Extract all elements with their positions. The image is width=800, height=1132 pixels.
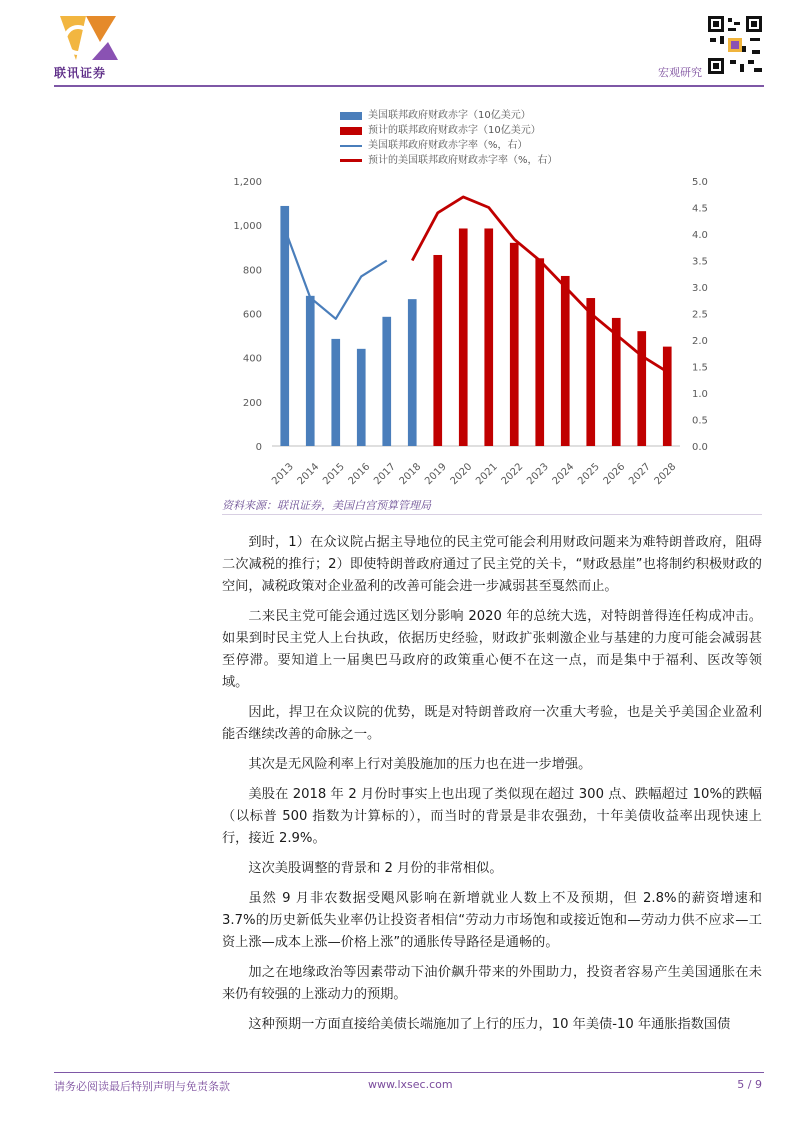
bar bbox=[510, 243, 519, 446]
x-tick-label: 2013 bbox=[270, 461, 296, 488]
footer-divider bbox=[54, 1072, 764, 1073]
qr-code-icon bbox=[706, 14, 764, 76]
legend-item bbox=[340, 153, 558, 168]
y-right-tick-label: 3.5 bbox=[692, 256, 708, 268]
bar bbox=[280, 206, 289, 446]
series-line bbox=[285, 229, 387, 319]
y-left-tick-label: 600 bbox=[242, 309, 262, 321]
y-left-tick-label: 400 bbox=[242, 353, 262, 365]
x-tick-label: 2017 bbox=[372, 461, 398, 488]
legend-swatch bbox=[340, 145, 362, 147]
bar bbox=[637, 331, 646, 446]
x-tick-label: 2014 bbox=[295, 461, 322, 488]
y-left-tick-label: 1,000 bbox=[233, 221, 262, 233]
paragraph: 美股在 2018 年 2 月份时事实上也出现了类似现在超过 300 点、跌幅超过 10%的跌幅（以标普 500 指数为计算标的），而当时的背景是非农强劲，十年美债收益率出现快速上行，接近 2.9%。 bbox=[222, 787, 762, 846]
y-right-tick-label: 4.5 bbox=[692, 203, 708, 215]
x-tick-label: 2024 bbox=[550, 461, 577, 488]
x-tick-label: 2027 bbox=[627, 461, 653, 488]
paragraph: 虽然 9 月非农数据受飓风影响在新增就业人数上不及预期，但 2.8%的薪资增速和 3.7%的历史新低失业率仍让投资者相信“劳动力市场饱和或接近饱和—劳动力供不应求—工资上涨—成本上涨—价格上涨”的通胀传导路径是通畅的。 bbox=[222, 891, 762, 950]
y-right-tick-label: 0.0 bbox=[692, 442, 708, 453]
article-body bbox=[222, 532, 762, 1044]
y-right-tick-label: 0.5 bbox=[692, 415, 708, 427]
logo-icon bbox=[56, 12, 120, 64]
y-right-tick-label: 1.5 bbox=[692, 362, 708, 374]
footer-website[interactable]: www.lxsec.com bbox=[368, 1078, 453, 1091]
page-number: 5 / 9 bbox=[737, 1078, 762, 1091]
y-left-tick-label: 0 bbox=[255, 442, 262, 453]
paragraph: 到时，1）在众议院占据主导地位的民主党可能会利用财政问题来为难特朗普政府，阻碍二次减税的推行；2）即使特朗普政府通过了民主党的关卡，“财政悬崖”也将制约积极财政的空间，减税政策对企业盈利的改善可能会进一步减弱甚至戛然而止。 bbox=[222, 535, 762, 594]
qr-code bbox=[706, 14, 764, 80]
y-left-tick-label: 1,200 bbox=[233, 177, 262, 188]
bar bbox=[433, 255, 442, 446]
bar bbox=[586, 298, 595, 446]
bar bbox=[484, 228, 493, 446]
x-tick-label: 2026 bbox=[601, 461, 628, 488]
header-divider bbox=[54, 85, 764, 87]
legend-item bbox=[340, 138, 558, 153]
x-tick-label: 2016 bbox=[346, 461, 373, 488]
legend-label: 美国联邦政府财政赤字率（%，右） bbox=[368, 140, 528, 151]
x-tick-label: 2015 bbox=[321, 461, 347, 488]
paragraph: 二来民主党可能会通过选区划分影响 2020 年的总统大选，对特朗普得连任构成冲击。如果到时民主党人上台执政，依据历史经验，财政扩张刺激企业与基建的力度可能会减弱甚至停滞。要知道上一届奥巴马政府的政策重心便不在这一点，而是集中于福利、医改等领域。 bbox=[222, 609, 762, 690]
paragraph: 这种预期一方面直接给美债长端施加了上行的压力，10 年美债-10 年通胀指数国债 bbox=[248, 1017, 731, 1032]
bar bbox=[357, 349, 366, 446]
company-logo bbox=[56, 12, 120, 68]
legend-swatch bbox=[340, 159, 362, 162]
legend-label: 美国联邦政府财政赤字（10亿美元） bbox=[368, 110, 531, 121]
x-tick-label: 2020 bbox=[448, 461, 475, 488]
source-divider bbox=[222, 514, 762, 515]
chart-source: 资料来源：联讯证券，美国白宫预算管理局 bbox=[222, 499, 431, 512]
legend-swatch bbox=[340, 127, 362, 135]
section-label: 宏观研究 bbox=[658, 66, 702, 79]
x-tick-label: 2018 bbox=[397, 461, 424, 488]
bar bbox=[408, 299, 417, 446]
company-name: 联讯证券 bbox=[54, 66, 107, 80]
chart-legend bbox=[340, 108, 558, 168]
footer-disclaimer[interactable]: 请务必阅读最后特别声明与免责条款 bbox=[54, 1080, 230, 1093]
bar bbox=[382, 317, 391, 446]
paragraph: 因此，捍卫在众议院的优势，既是对特朗普政府一次重大考验，也是关乎美国企业盈利能否继续改善的命脉之一。 bbox=[222, 705, 762, 742]
y-right-tick-label: 3.0 bbox=[692, 283, 708, 294]
y-left-tick-label: 200 bbox=[242, 397, 262, 409]
bar bbox=[663, 347, 672, 446]
x-tick-label: 2028 bbox=[652, 461, 679, 488]
paragraph: 其次是无风险利率上行对美股施加的压力也在进一步增强。 bbox=[248, 757, 592, 772]
legend-label: 预计的美国联邦政府财政赤字率（%，右） bbox=[368, 155, 558, 166]
y-right-tick-label: 1.0 bbox=[692, 389, 708, 400]
y-right-tick-label: 4.0 bbox=[692, 230, 708, 241]
bar bbox=[561, 276, 570, 446]
bar bbox=[459, 228, 468, 446]
x-tick-label: 2025 bbox=[576, 461, 602, 488]
legend-item bbox=[340, 108, 558, 123]
paragraph: 这次美股调整的背景和 2 月份的非常相似。 bbox=[248, 861, 503, 876]
y-right-tick-label: 2.0 bbox=[692, 336, 708, 347]
legend-item bbox=[340, 123, 558, 138]
deficit-chart bbox=[220, 170, 720, 495]
x-tick-label: 2023 bbox=[525, 461, 551, 488]
bar bbox=[331, 339, 340, 446]
x-tick-label: 2021 bbox=[474, 461, 500, 488]
y-right-tick-label: 5.0 bbox=[692, 177, 708, 188]
legend-swatch bbox=[340, 112, 362, 120]
y-right-tick-label: 2.5 bbox=[692, 309, 708, 321]
legend-label: 预计的联邦政府财政赤字（10亿美元） bbox=[368, 125, 541, 136]
bar bbox=[306, 296, 315, 446]
y-left-tick-label: 800 bbox=[242, 265, 262, 277]
x-tick-label: 2019 bbox=[423, 461, 449, 488]
x-tick-label: 2022 bbox=[499, 461, 526, 488]
bar bbox=[535, 258, 544, 446]
paragraph: 加之在地缘政治等因素带动下油价飙升带来的外围助力，投资者容易产生美国通胀在未来仍有较强的上涨动力的预期。 bbox=[222, 965, 762, 1002]
